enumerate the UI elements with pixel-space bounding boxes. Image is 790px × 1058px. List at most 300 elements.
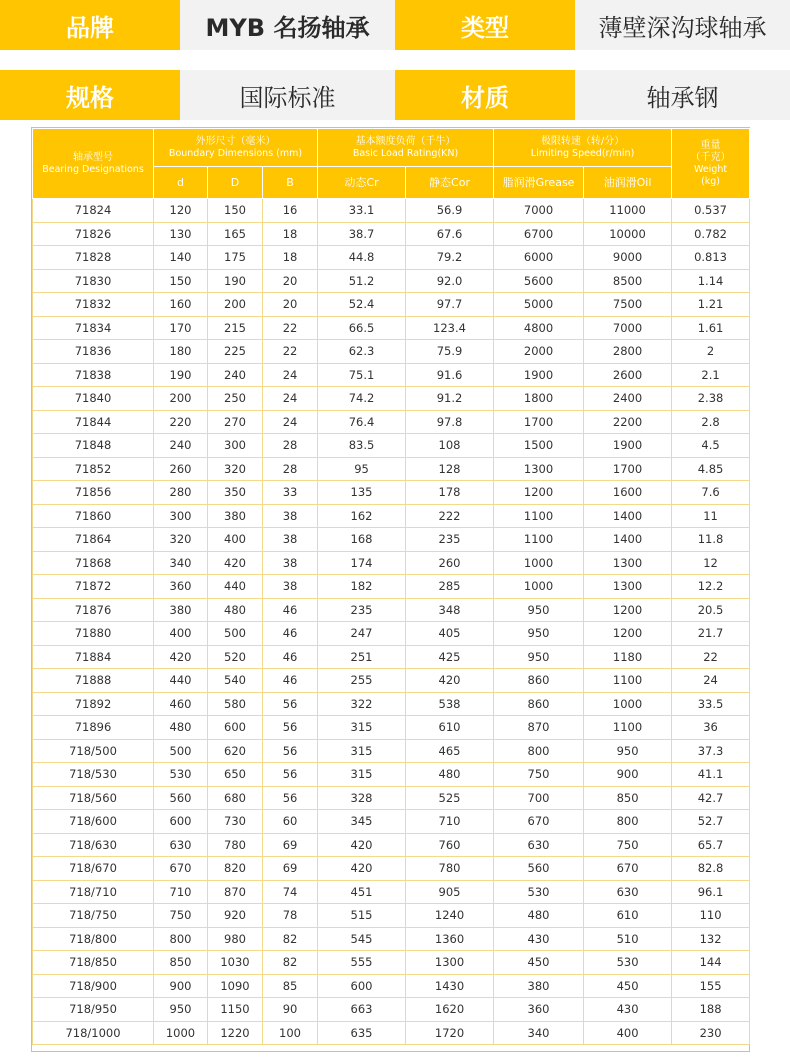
table-cell: 718/710	[33, 880, 154, 904]
table-cell: 700	[494, 786, 584, 810]
table-cell: 420	[208, 551, 263, 575]
table-cell: 24	[263, 410, 318, 434]
table-cell: 7000	[494, 199, 584, 223]
table-cell: 44.8	[318, 246, 406, 270]
table-row	[33, 763, 750, 787]
table-cell: 1000	[494, 575, 584, 599]
table-cell: 850	[584, 786, 672, 810]
table-cell: 16	[263, 199, 318, 223]
header-limiting-speed	[494, 129, 672, 167]
table-cell: 78	[263, 904, 318, 928]
table-cell: 150	[154, 269, 208, 293]
header-D: D	[208, 167, 263, 199]
table-cell: 1200	[584, 622, 672, 646]
table-cell: 1100	[584, 716, 672, 740]
brand-label: 品牌	[0, 0, 180, 50]
table-cell: 33.1	[318, 199, 406, 223]
table-cell: 28	[263, 434, 318, 458]
table-cell: 120	[154, 199, 208, 223]
table-cell: 580	[208, 692, 263, 716]
table-row	[33, 363, 750, 387]
table-cell: 225	[208, 340, 263, 364]
table-cell: 750	[154, 904, 208, 928]
table-cell: 710	[406, 810, 494, 834]
table-row	[33, 810, 750, 834]
bearing-spec-table-container	[31, 127, 750, 1052]
header-grease: 脂润滑Grease	[494, 167, 584, 199]
table-cell: 67.6	[406, 222, 494, 246]
table-cell: 71888	[33, 669, 154, 693]
table-cell: 400	[584, 1021, 672, 1045]
table-cell: 465	[406, 739, 494, 763]
table-cell: 900	[584, 763, 672, 787]
table-cell: 300	[208, 434, 263, 458]
table-cell: 1.21	[672, 293, 750, 317]
table-row	[33, 551, 750, 575]
table-row	[33, 528, 750, 552]
table-cell: 650	[208, 763, 263, 787]
table-cell: 1030	[208, 951, 263, 975]
table-cell: 230	[672, 1021, 750, 1045]
table-cell: 38	[263, 528, 318, 552]
table-cell: 348	[406, 598, 494, 622]
table-cell: 718/750	[33, 904, 154, 928]
table-cell: 182	[318, 575, 406, 599]
table-cell: 800	[584, 810, 672, 834]
table-cell: 33.5	[672, 692, 750, 716]
table-cell: 82	[263, 927, 318, 951]
table-cell: 350	[208, 481, 263, 505]
table-cell: 33	[263, 481, 318, 505]
header-B: B	[263, 167, 318, 199]
table-row	[33, 927, 750, 951]
table-cell: 21.7	[672, 622, 750, 646]
table-cell: 1700	[494, 410, 584, 434]
table-cell: 800	[494, 739, 584, 763]
table-cell: 38	[263, 575, 318, 599]
header-designation-cn: 轴承型号	[73, 151, 113, 163]
table-cell: 525	[406, 786, 494, 810]
table-cell: 0.782	[672, 222, 750, 246]
table-cell: 6000	[494, 246, 584, 270]
table-cell: 530	[584, 951, 672, 975]
table-cell: 190	[208, 269, 263, 293]
table-cell: 91.6	[406, 363, 494, 387]
table-cell: 1900	[584, 434, 672, 458]
table-cell: 718/800	[33, 927, 154, 951]
table-cell: 71864	[33, 528, 154, 552]
table-cell: 635	[318, 1021, 406, 1045]
table-cell: 91.2	[406, 387, 494, 411]
table-cell: 51.2	[318, 269, 406, 293]
table-cell: 555	[318, 951, 406, 975]
table-cell: 545	[318, 927, 406, 951]
table-cell: 7500	[584, 293, 672, 317]
table-cell: 320	[154, 528, 208, 552]
table-cell: 2800	[584, 340, 672, 364]
table-cell: 22	[672, 645, 750, 669]
table-cell: 450	[494, 951, 584, 975]
table-cell: 1600	[584, 481, 672, 505]
table-cell: 71860	[33, 504, 154, 528]
table-cell: 260	[406, 551, 494, 575]
table-cell: 71896	[33, 716, 154, 740]
table-cell: 28	[263, 457, 318, 481]
table-cell: 870	[208, 880, 263, 904]
table-cell: 5000	[494, 293, 584, 317]
table-cell: 750	[494, 763, 584, 787]
table-cell: 315	[318, 716, 406, 740]
table-cell: 1360	[406, 927, 494, 951]
table-row	[33, 246, 750, 270]
table-cell: 480	[208, 598, 263, 622]
table-cell: 480	[154, 716, 208, 740]
header-designation	[33, 129, 154, 199]
table-cell: 96.1	[672, 880, 750, 904]
table-cell: 630	[494, 833, 584, 857]
table-cell: 460	[154, 692, 208, 716]
table-cell: 38.7	[318, 222, 406, 246]
table-cell: 255	[318, 669, 406, 693]
table-row	[33, 269, 750, 293]
table-cell: 37.3	[672, 739, 750, 763]
table-cell: 46	[263, 622, 318, 646]
table-cell: 4.5	[672, 434, 750, 458]
table-cell: 322	[318, 692, 406, 716]
table-cell: 132	[672, 927, 750, 951]
table-cell: 630	[584, 880, 672, 904]
table-cell: 670	[154, 857, 208, 881]
table-cell: 718/1000	[33, 1021, 154, 1045]
header-weight-cn2: （千克）	[690, 151, 731, 163]
table-cell: 69	[263, 833, 318, 857]
header-weight-cn: 重量	[700, 139, 721, 151]
table-cell: 22	[263, 340, 318, 364]
table-cell: 56.9	[406, 199, 494, 223]
table-cell: 480	[406, 763, 494, 787]
table-cell: 4.85	[672, 457, 750, 481]
table-cell: 38	[263, 551, 318, 575]
table-cell: 251	[318, 645, 406, 669]
table-cell: 610	[584, 904, 672, 928]
table-cell: 560	[494, 857, 584, 881]
table-cell: 440	[154, 669, 208, 693]
table-cell: 1430	[406, 974, 494, 998]
table-cell: 200	[208, 293, 263, 317]
table-cell: 175	[208, 246, 263, 270]
table-cell: 178	[406, 481, 494, 505]
table-cell: 69	[263, 857, 318, 881]
table-cell: 71832	[33, 293, 154, 317]
table-cell: 1000	[584, 692, 672, 716]
table-cell: 75.1	[318, 363, 406, 387]
table-cell: 340	[494, 1021, 584, 1045]
header-oil: 油润滑Oil	[584, 167, 672, 199]
table-cell: 71838	[33, 363, 154, 387]
table-cell: 1000	[494, 551, 584, 575]
table-cell: 315	[318, 739, 406, 763]
table-cell: 718/560	[33, 786, 154, 810]
table-cell: 2.8	[672, 410, 750, 434]
table-cell: 165	[208, 222, 263, 246]
table-cell: 1090	[208, 974, 263, 998]
table-cell: 130	[154, 222, 208, 246]
table-cell: 144	[672, 951, 750, 975]
table-cell: 1620	[406, 998, 494, 1022]
table-cell: 328	[318, 786, 406, 810]
table-cell: 780	[208, 833, 263, 857]
table-cell: 1500	[494, 434, 584, 458]
table-row	[33, 575, 750, 599]
table-cell: 20.5	[672, 598, 750, 622]
table-row	[33, 692, 750, 716]
table-cell: 97.8	[406, 410, 494, 434]
table-cell: 36	[672, 716, 750, 740]
table-cell: 520	[208, 645, 263, 669]
type-label: 类型	[395, 0, 575, 50]
table-cell: 11000	[584, 199, 672, 223]
table-cell: 1.14	[672, 269, 750, 293]
table-cell: 870	[494, 716, 584, 740]
table-cell: 18	[263, 246, 318, 270]
table-cell: 950	[154, 998, 208, 1022]
table-row	[33, 880, 750, 904]
table-cell: 718/950	[33, 998, 154, 1022]
table-cell: 360	[494, 998, 584, 1022]
table-cell: 1240	[406, 904, 494, 928]
table-cell: 7.6	[672, 481, 750, 505]
table-cell: 71872	[33, 575, 154, 599]
table-cell: 980	[208, 927, 263, 951]
header-dimensions	[154, 129, 318, 167]
table-cell: 320	[208, 457, 263, 481]
brand-value: MYB 名扬轴承	[180, 0, 395, 50]
table-cell: 1700	[584, 457, 672, 481]
table-cell: 20	[263, 269, 318, 293]
table-cell: 425	[406, 645, 494, 669]
table-cell: 860	[494, 669, 584, 693]
table-cell: 65.7	[672, 833, 750, 857]
table-row	[33, 434, 750, 458]
table-row	[33, 293, 750, 317]
table-cell: 430	[494, 927, 584, 951]
table-cell: 52.4	[318, 293, 406, 317]
table-cell: 730	[208, 810, 263, 834]
table-cell: 160	[154, 293, 208, 317]
table-cell: 780	[406, 857, 494, 881]
table-cell: 750	[584, 833, 672, 857]
table-cell: 340	[154, 551, 208, 575]
table-cell: 300	[154, 504, 208, 528]
table-cell: 95	[318, 457, 406, 481]
table-cell: 1180	[584, 645, 672, 669]
table-cell: 46	[263, 598, 318, 622]
table-cell: 610	[406, 716, 494, 740]
table-cell: 400	[208, 528, 263, 552]
table-cell: 2000	[494, 340, 584, 364]
table-cell: 1900	[494, 363, 584, 387]
table-cell: 500	[208, 622, 263, 646]
table-cell: 1200	[494, 481, 584, 505]
table-cell: 1.61	[672, 316, 750, 340]
table-cell: 52.7	[672, 810, 750, 834]
table-row	[33, 481, 750, 505]
table-cell: 1300	[494, 457, 584, 481]
table-cell: 1220	[208, 1021, 263, 1045]
table-cell: 123.4	[406, 316, 494, 340]
table-cell: 170	[154, 316, 208, 340]
table-cell: 56	[263, 692, 318, 716]
table-cell: 250	[208, 387, 263, 411]
header-d: d	[154, 167, 208, 199]
table-cell: 56	[263, 786, 318, 810]
table-cell: 71876	[33, 598, 154, 622]
table-cell: 83.5	[318, 434, 406, 458]
table-cell: 66.5	[318, 316, 406, 340]
table-cell: 100	[263, 1021, 318, 1045]
table-cell: 345	[318, 810, 406, 834]
header-dimensions-cn: 外形尺寸（毫米）	[195, 135, 276, 147]
table-cell: 1200	[584, 598, 672, 622]
table-cell: 718/600	[33, 810, 154, 834]
table-cell: 180	[154, 340, 208, 364]
table-cell: 680	[208, 786, 263, 810]
table-cell: 950	[494, 598, 584, 622]
table-cell: 12.2	[672, 575, 750, 599]
table-cell: 1100	[584, 669, 672, 693]
table-cell: 860	[494, 692, 584, 716]
table-cell: 60	[263, 810, 318, 834]
table-cell: 0.813	[672, 246, 750, 270]
table-cell: 2.1	[672, 363, 750, 387]
table-cell: 235	[406, 528, 494, 552]
table-cell: 79.2	[406, 246, 494, 270]
table-row	[33, 904, 750, 928]
table-cell: 220	[154, 410, 208, 434]
table-cell: 900	[154, 974, 208, 998]
table-cell: 950	[494, 645, 584, 669]
table-cell: 155	[672, 974, 750, 998]
table-cell: 11	[672, 504, 750, 528]
table-cell: 600	[318, 974, 406, 998]
table-cell: 247	[318, 622, 406, 646]
table-row	[33, 340, 750, 364]
info-row-1	[0, 0, 790, 50]
table-cell: 1100	[494, 504, 584, 528]
table-cell: 56	[263, 763, 318, 787]
table-cell: 540	[208, 669, 263, 693]
table-cell: 420	[154, 645, 208, 669]
table-cell: 905	[406, 880, 494, 904]
table-cell: 24	[672, 669, 750, 693]
table-cell: 46	[263, 669, 318, 693]
table-cell: 82	[263, 951, 318, 975]
table-row	[33, 1021, 750, 1045]
table-cell: 71856	[33, 481, 154, 505]
table-cell: 718/500	[33, 739, 154, 763]
spec-label: 规格	[0, 70, 180, 120]
table-cell: 41.1	[672, 763, 750, 787]
table-cell: 630	[154, 833, 208, 857]
table-cell: 71834	[33, 316, 154, 340]
table-cell: 315	[318, 763, 406, 787]
table-cell: 1800	[494, 387, 584, 411]
table-cell: 90	[263, 998, 318, 1022]
table-cell: 8500	[584, 269, 672, 293]
table-cell: 1300	[584, 575, 672, 599]
table-cell: 2	[672, 340, 750, 364]
table-cell: 440	[208, 575, 263, 599]
table-cell: 0.537	[672, 199, 750, 223]
table-cell: 11.8	[672, 528, 750, 552]
bearing-spec-table	[32, 128, 750, 1045]
table-cell: 360	[154, 575, 208, 599]
table-cell: 140	[154, 246, 208, 270]
table-cell: 2.38	[672, 387, 750, 411]
table-cell: 510	[584, 927, 672, 951]
table-cell: 718/630	[33, 833, 154, 857]
table-cell: 405	[406, 622, 494, 646]
type-value: 薄壁深沟球轴承	[575, 0, 790, 50]
table-cell: 92.0	[406, 269, 494, 293]
table-cell: 600	[208, 716, 263, 740]
header-load-rating	[318, 129, 494, 167]
header-cor: 静态Cor	[406, 167, 494, 199]
table-cell: 538	[406, 692, 494, 716]
table-row	[33, 504, 750, 528]
header-weight-unit: (kg)	[701, 175, 721, 187]
table-cell: 2600	[584, 363, 672, 387]
table-cell: 420	[318, 857, 406, 881]
table-cell: 1400	[584, 528, 672, 552]
table-cell: 71836	[33, 340, 154, 364]
table-cell: 530	[154, 763, 208, 787]
table-row	[33, 457, 750, 481]
table-row	[33, 598, 750, 622]
table-cell: 380	[208, 504, 263, 528]
material-label: 材质	[395, 70, 575, 120]
table-cell: 820	[208, 857, 263, 881]
table-cell: 168	[318, 528, 406, 552]
header-speed-en: Limiting Speed(r/min)	[530, 147, 635, 159]
table-cell: 71884	[33, 645, 154, 669]
table-cell: 200	[154, 387, 208, 411]
header-speed-cn: 极限转速（转/分）	[540, 135, 625, 147]
table-cell: 380	[154, 598, 208, 622]
header-weight-en: Weight	[693, 163, 728, 175]
table-cell: 670	[584, 857, 672, 881]
table-cell: 1720	[406, 1021, 494, 1045]
table-row	[33, 833, 750, 857]
table-cell: 400	[154, 622, 208, 646]
table-cell: 718/670	[33, 857, 154, 881]
table-cell: 82.8	[672, 857, 750, 881]
table-cell: 74	[263, 880, 318, 904]
table-cell: 56	[263, 716, 318, 740]
table-row	[33, 316, 750, 340]
table-cell: 110	[672, 904, 750, 928]
table-cell: 718/900	[33, 974, 154, 998]
table-cell: 6700	[494, 222, 584, 246]
header-cr: 动态Cr	[318, 167, 406, 199]
table-cell: 22	[263, 316, 318, 340]
table-cell: 240	[208, 363, 263, 387]
table-cell: 950	[494, 622, 584, 646]
table-cell: 71848	[33, 434, 154, 458]
table-row	[33, 786, 750, 810]
table-cell: 10000	[584, 222, 672, 246]
table-cell: 1000	[154, 1021, 208, 1045]
